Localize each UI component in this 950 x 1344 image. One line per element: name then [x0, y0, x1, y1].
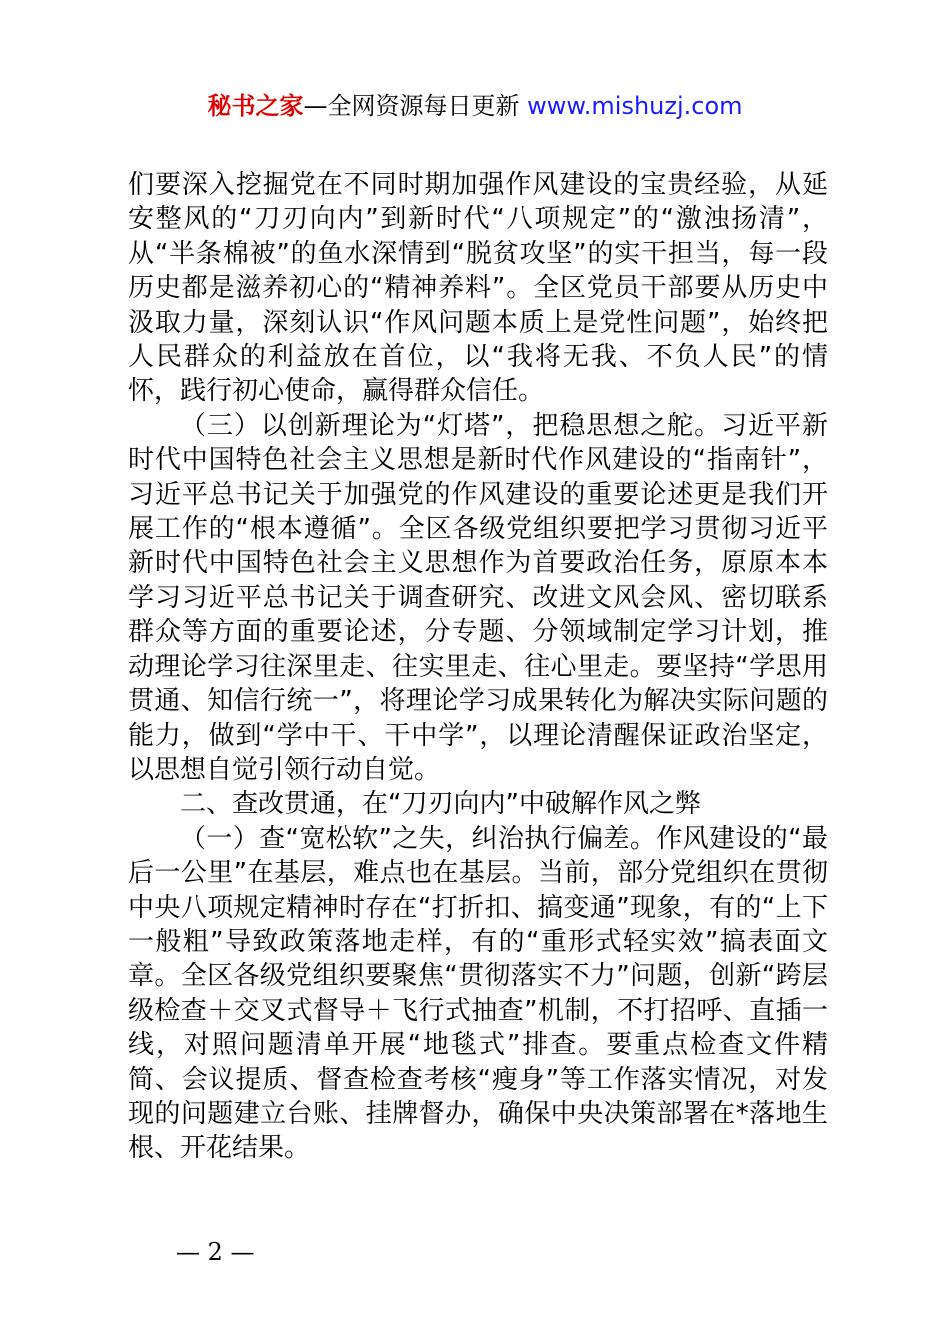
header-tagline: —全网资源每日更新	[303, 92, 528, 120]
brand-name: 秘书之家	[207, 92, 304, 120]
site-header	[0, 86, 950, 126]
site-url-link[interactable]: www.mishuzj.com	[527, 92, 743, 120]
paragraph-inspection-correction: （一）查“宽松软”之失，纠治执行偏差。作风建设的“最后一公里”在基层，难点也在基层。当前，部分党组织在贯彻中央八项规定精神时存在“打折扣、搞变通”现象，有的“上下一般粗”导致政策落地走样，有的“重形式轻实效”搞表面文章。全区各级党组织要聚焦“贯彻落实不力”问题，创新“跨层级检查＋交叉式督导＋飞行式抽查”机制，不打招呼、直插一线，对照问题清单开展“地毯式”排查。要重点检查文件精简、会议提质、督查检查考核“瘦身”等工作落实情况，对发现的问题建立台账、挂牌督办，确保中央决策部署在*落地生根、开花结果。	[128, 823, 828, 1164]
document-body	[128, 168, 828, 1166]
paragraph-history-continuation: 们要深入挖掘党在不同时期加强作风建设的宝贵经验，从延安整风的“刀刃向内”到新时代“八项规定”的“激浊扬清”，从“半条棉被”的鱼水深情到“脱贫攻坚”的实干担当，每一段历史都是滋养初心的“精神养料”。全区党员干部要从历史中汲取力量，深刻认识“作风问题本质上是党性问题”，始终把人民群众的利益放在首位，以“我将无我、不负人民”的情怀，践行初心使命，赢得群众信任。	[128, 170, 828, 407]
paragraph-innovation-theory: （三）以创新理论为“灯塔”，把稳思想之舵。习近平新时代中国特色社会主义思想是新时代作风建设的“指南针”，习近平总书记关于加强党的作风建设的重要论述更是我们开展工作的“根本遵循”。全区各级党组织要把学习贯彻习近平新时代中国特色社会主义思想作为首要政治任务，原原本本学习习近平总书记关于调查研究、改进文风会风、密切联系群众等方面的重要论述，分专题、分领域制定学习计划，推动理论学习往深里走、往实里走、往心里走。要坚持“学思用贯通、知信行统一”，将理论学习成果转化为解决实际问题的能力，做到“学中干、干中学”，以理论清醒保证政治坚定，以思想自觉引领行动自觉。	[128, 410, 828, 785]
page-number: — 2 —	[176, 1238, 255, 1266]
section-heading-two: 二、查改贯通，在“刀刃向内”中破解作风之弊	[180, 789, 701, 820]
